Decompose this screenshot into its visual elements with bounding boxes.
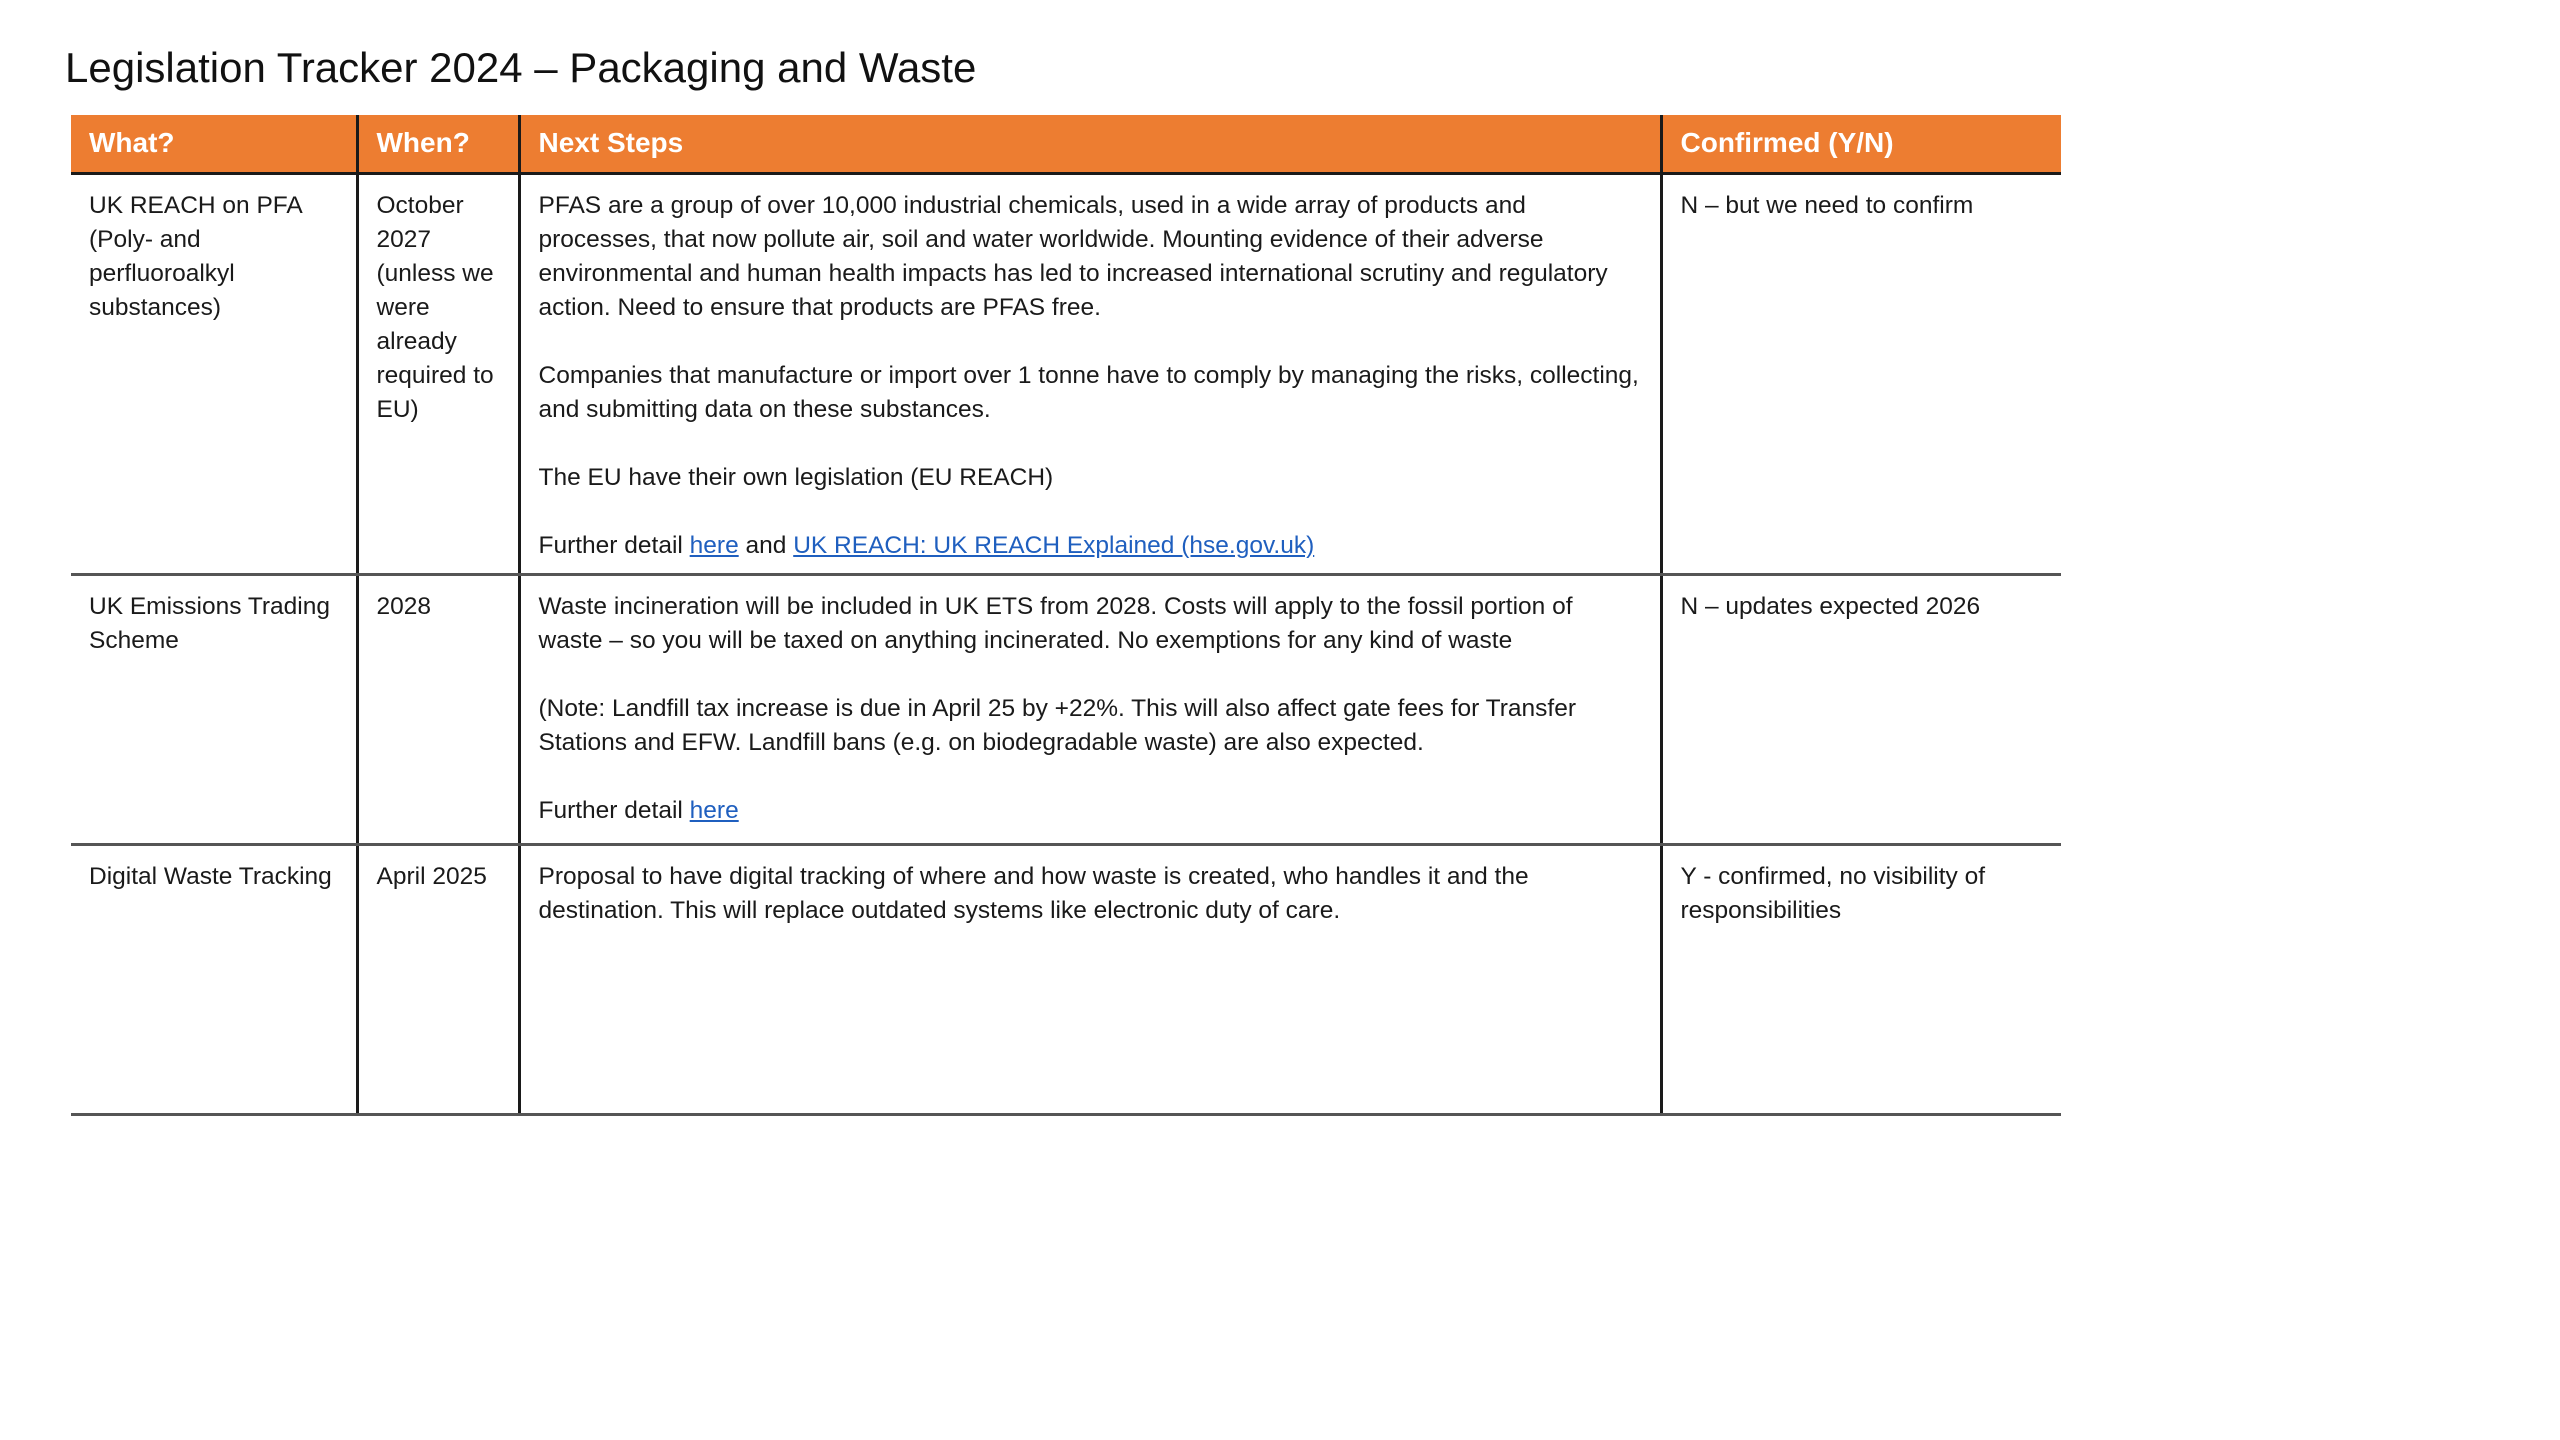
cell-when: October 2027 (unless we were already required to EU) <box>357 173 519 574</box>
next-steps-paragraph: PFAS are a group of over 10,000 industrial chemicals, used in a wide array of products and processes, that now pollute air, soil and water worldwide. Mounting evidence of their adverse environmental and human health impacts has led to increased international scrutiny and regulatory action. Need to ensure that products are PFAS free. <box>538 191 1608 321</box>
page-title: Legislation Tracker 2024 – Packaging and Waste <box>65 44 977 91</box>
next-steps-paragraph: Proposal to have digital tracking of where and how waste is created, who handles it and the destination. This will replace outdated systems like electronic duty of care. <box>538 862 1529 924</box>
cell-what: UK REACH on PFA (Poly- and perfluoroalkyl substances) <box>71 173 357 574</box>
header-when: When? <box>357 115 519 173</box>
header-what: What? <box>71 115 357 173</box>
next-steps-paragraph: Companies that manufacture or import over 1 tonne have to comply by managing the risks, collecting, and submitting data on these substances. <box>538 361 1639 423</box>
header-confirmed: Confirmed (Y/N) <box>1661 115 2061 173</box>
further-detail <box>539 529 1642 563</box>
link-joiner: and <box>738 531 794 559</box>
table-row <box>71 173 2061 574</box>
further-detail <box>539 794 1642 828</box>
header-next-steps: Next Steps <box>519 115 1661 173</box>
table-header-row <box>71 115 2061 173</box>
legislation-table <box>71 115 2061 1116</box>
next-steps-paragraph: (Note: Landfill tax increase is due in April 25 by +22%. This will also affect gate fees for Transfer Stations and EFW. Landfill bans (e.g. on biodegradable waste) are also expected. <box>538 694 1576 756</box>
cell-confirmed: Y - confirmed, no visibility of responsibilities <box>1661 844 2061 1114</box>
cell-next-steps <box>519 844 1661 1114</box>
cell-what: UK Emissions Trading Scheme <box>71 574 357 844</box>
next-steps-paragraph: Waste incineration will be included in UK ETS from 2028. Costs will apply to the fossil portion of waste – so you will be taxed on anything incinerated. No exemptions for any kind of waste <box>538 592 1573 654</box>
cell-next-steps <box>519 173 1661 574</box>
next-steps-paragraph: The EU have their own legislation (EU REACH) <box>538 463 1054 491</box>
cell-next-steps <box>519 574 1661 844</box>
here-link[interactable]: here <box>689 796 739 824</box>
cell-confirmed: N – but we need to confirm <box>1661 173 2061 574</box>
here-link[interactable]: here <box>689 531 739 559</box>
further-detail-label: Further detail <box>538 531 690 559</box>
further-detail-label: Further detail <box>538 796 690 824</box>
cell-when: 2028 <box>357 574 519 844</box>
table-row <box>71 844 2061 1114</box>
uk-reach-explained-link[interactable]: UK REACH: UK REACH Explained (hse.gov.uk) <box>793 531 1315 559</box>
cell-when: April 2025 <box>357 844 519 1114</box>
cell-confirmed: N – updates expected 2026 <box>1661 574 2061 844</box>
cell-what: Digital Waste Tracking <box>71 844 357 1114</box>
table-row <box>71 574 2061 844</box>
